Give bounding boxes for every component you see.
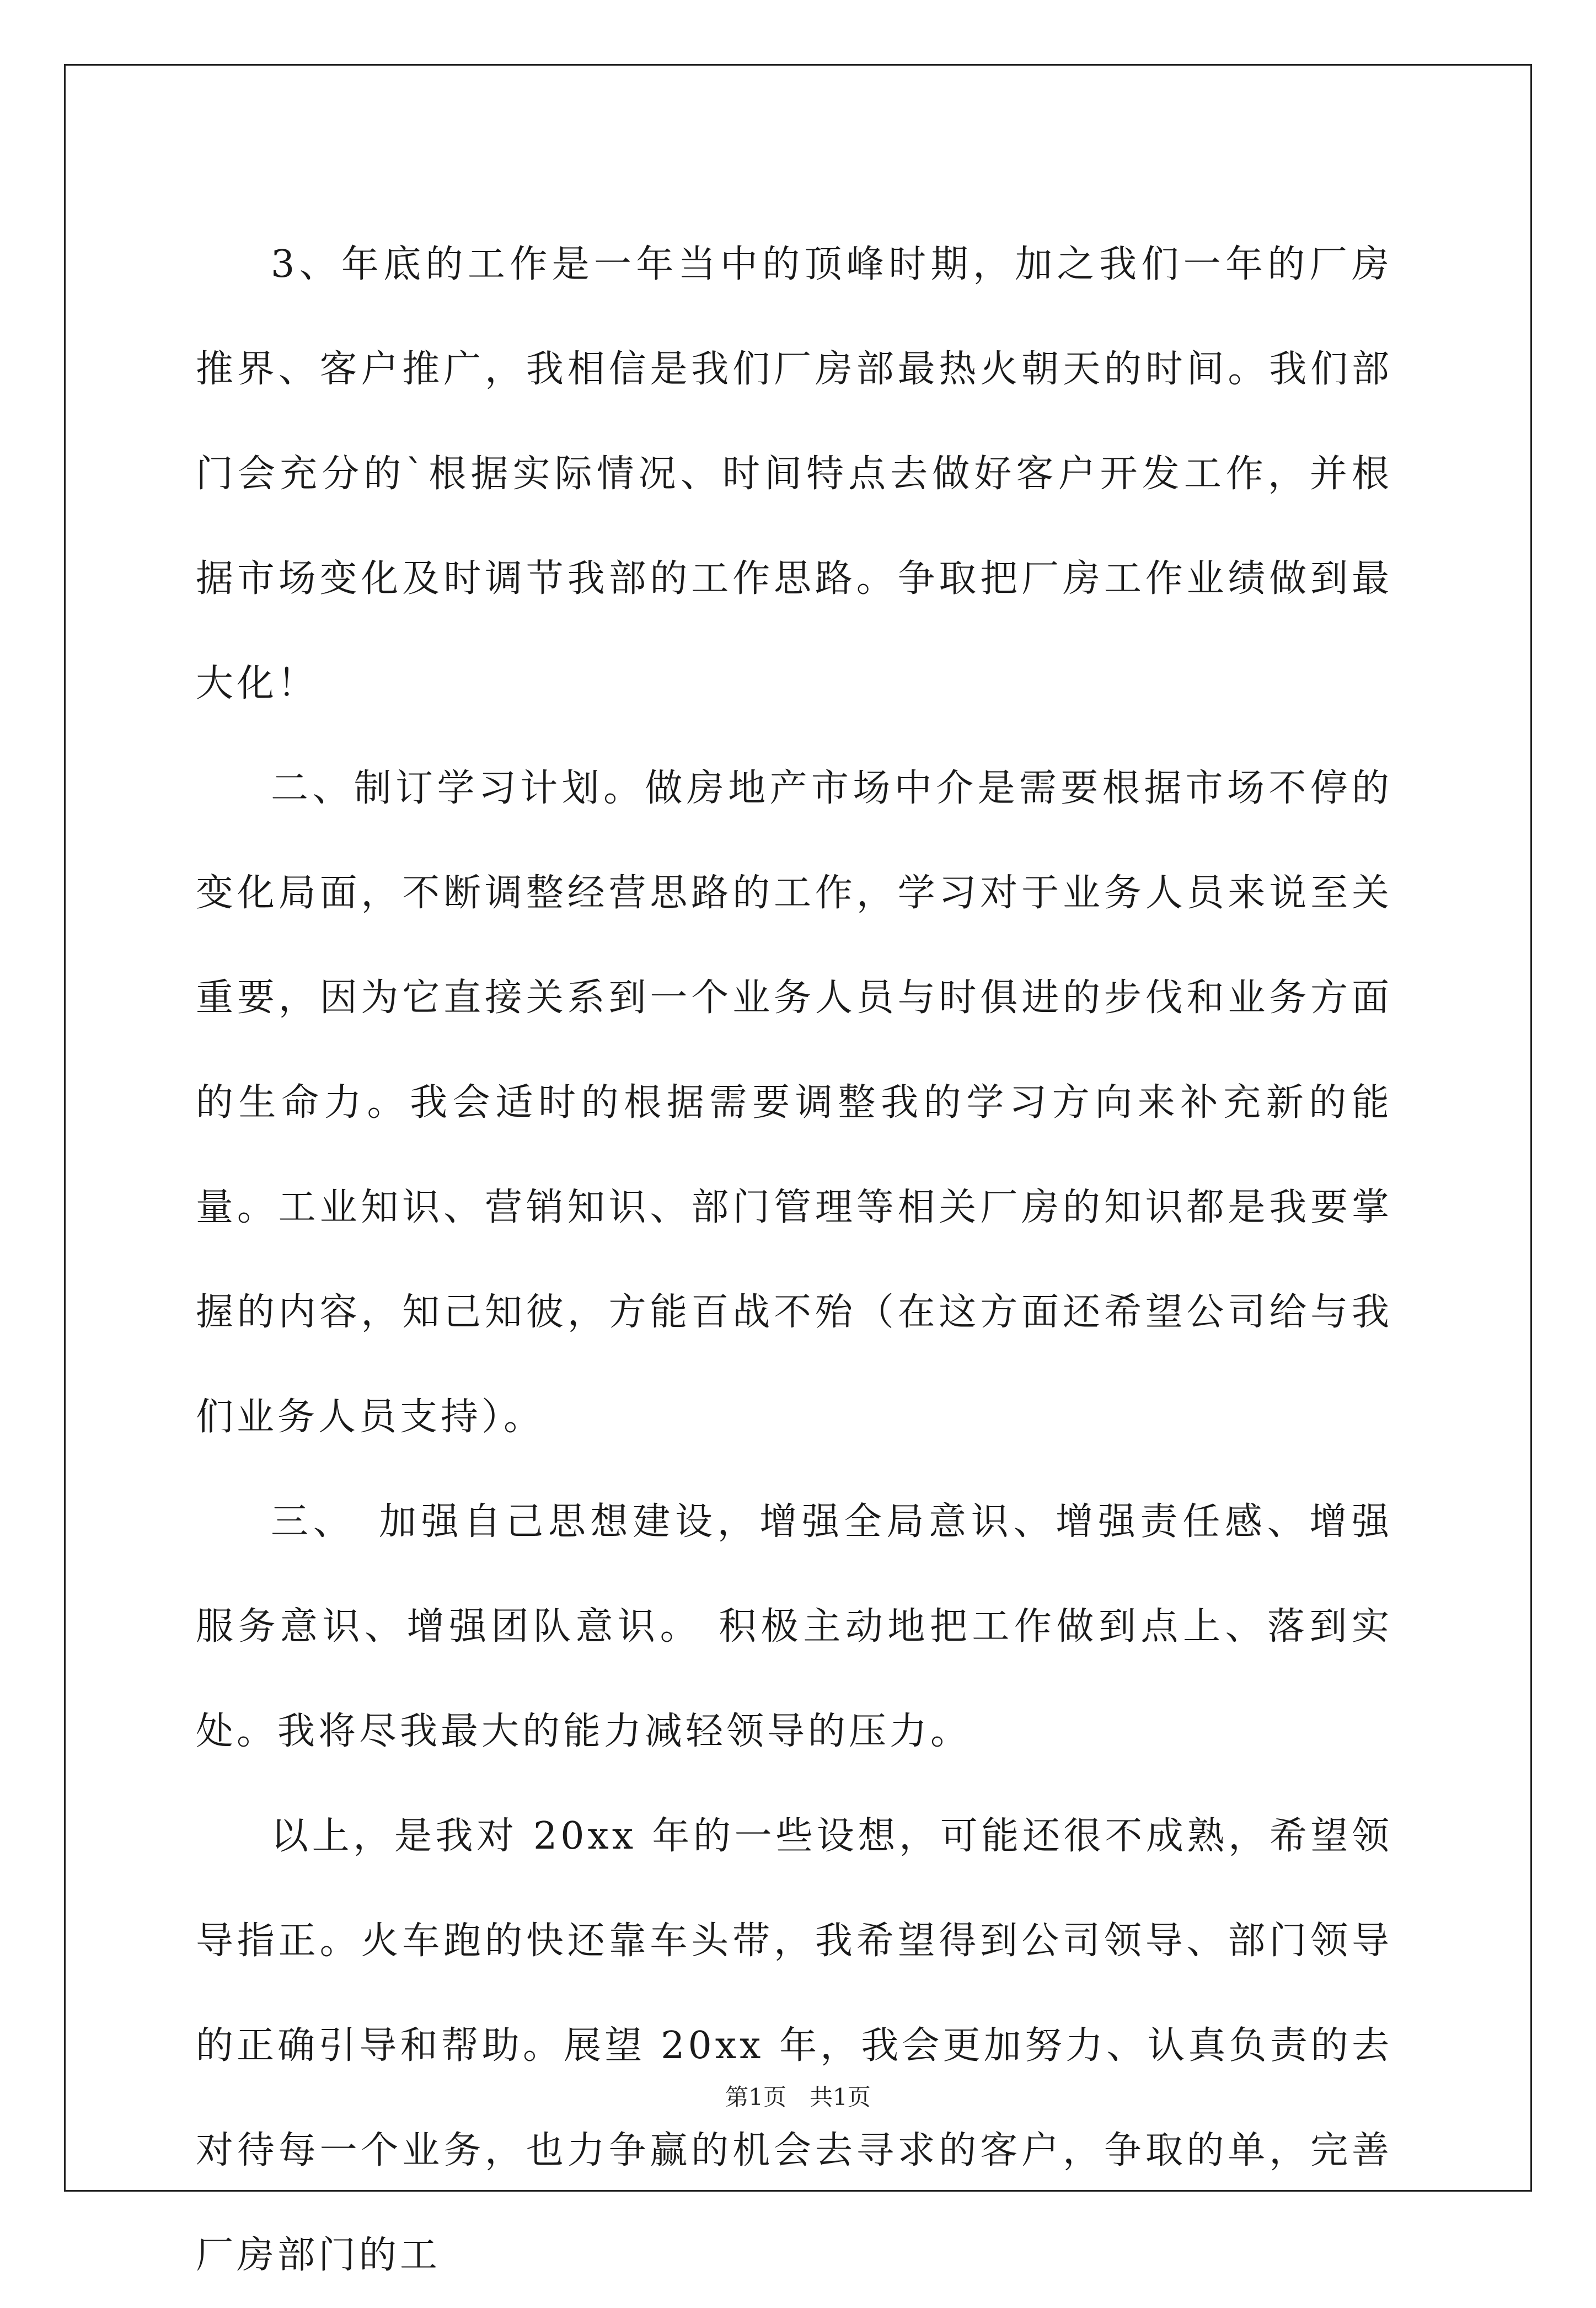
paragraph-ideological-building: 三、 加强自己思想建设，增强全局意识、增强责任感、增强服务意识、增强团队意识。 积极主动地把工作做到点上、落到实处。我将尽我最大的能力减轻领导的压力。 (196, 1500, 1393, 1753)
document-body (196, 212, 1393, 2308)
paragraph-study-plan: 二、制订学习计划。做房地产市场中介是需要根据市场不停的变化局面，不断调整经营思路的工作，学习对于业务人员来说至关重要，因为它直接关系到一个业务人员与时俱进的步伐和业务方面的生命力。我会适时的根据需要调整我的学习方向来补充新的能量。工业知识、营销知识、部门管理等相关厂房的知识都是我要掌握的内容，知己知彼，方能百战不殆（在这方面还希望公司给与我们业务人员支持）。 (196, 767, 1393, 1439)
paragraph-year-end-work: 3、年底的工作是一年当中的顶峰时期，加之我们一年的厂房推界、客户推广，我相信是我们厂房部最热火朝天的时间。我们部门会充分的`根据实际情况、时间特点去做好客户开发工作，并根据市场变化及时调节我部的工作思路。争取把厂房工作业绩做到最大化！ (196, 243, 1393, 705)
paragraph-outlook: 以上，是我对 20xx 年的一些设想，可能还很不成熟，希望领导指正。火车跑的快还靠车头带，我希望得到公司领导、部门领导的正确引导和帮助。展望 20xx 年，我会更加努力、认真负责的去对待每一个业务，也力争赢的机会去寻求的客户，争取的单，完善厂房部门的工 (196, 1814, 1393, 2277)
page-number-footer: 第1页 共1页 (725, 2084, 871, 2111)
